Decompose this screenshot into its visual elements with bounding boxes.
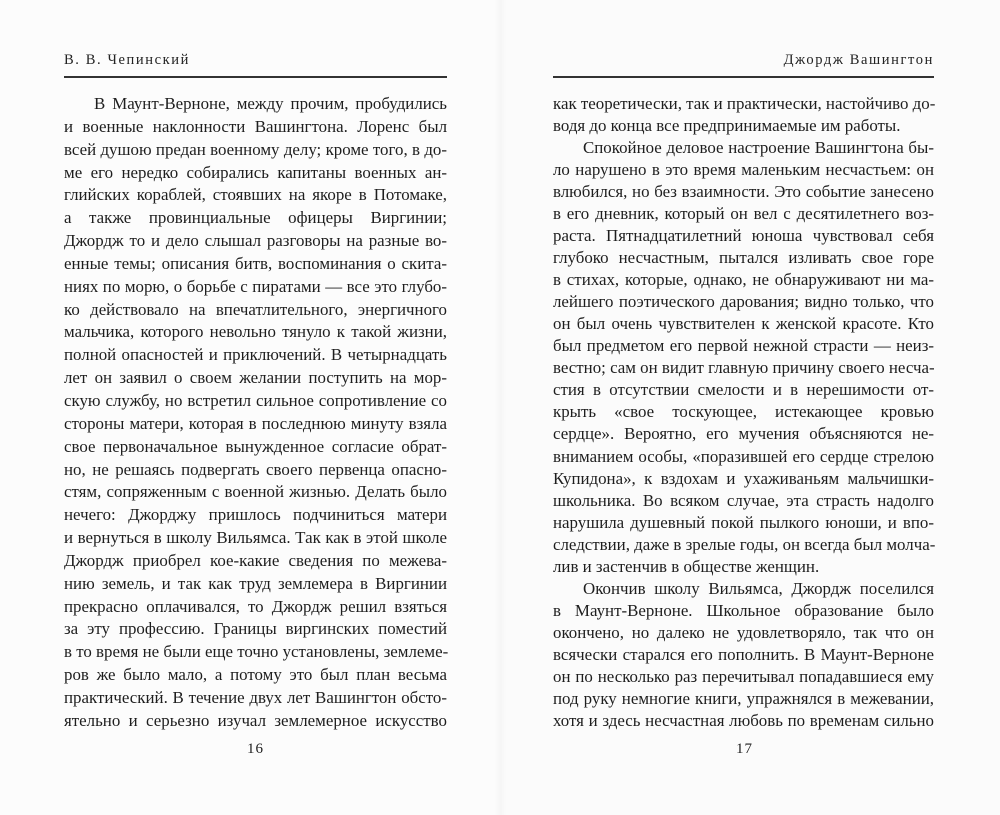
text-line: крыть «свое тоскующее, истекающее кровью: [553, 402, 934, 422]
text-line: всячески старался его пополнить. В Маунт-Верноне: [553, 644, 934, 664]
text-line: скую службу, но встретил сильное сопротивление со: [64, 390, 447, 410]
text-line: школьника. Во всяком случае, эта страсть надолго: [553, 490, 934, 510]
text-line: сердце». Вероятно, его мучения объясняются не-: [553, 424, 934, 444]
text-line: практический. В течение двух лет Вашингтон обсто-: [64, 687, 447, 707]
text-line: за эту профессию. Границы виргинских поместий: [64, 619, 447, 639]
text-line: ров же было мало, а потому это был план весьма: [64, 665, 447, 685]
text-line: и военные наклонности Вашингтона. Лоренс был: [64, 116, 447, 136]
text-line: стям, сопряженным с военной жизнью. Делать было: [64, 482, 447, 502]
text-line: Джордж приобрел кое-какие сведения по межева-: [64, 550, 447, 570]
text-line: лив и застенчив в обществе женщин.: [553, 556, 820, 576]
text-line: он по несколько раз перечитывал попадавшиеся ему: [553, 666, 934, 686]
text-line: В Маунт-Верноне, между прочим, пробудились: [94, 94, 447, 113]
text-line: ятельно и серьезно изучал землемерное искусство: [64, 710, 447, 730]
text-line: вестно; сам он видит главную причину своего несча-: [553, 358, 935, 378]
text-line: Джордж то и дело слышал разговоры на разные во-: [64, 231, 447, 251]
text-line: ниях по морю, о борьбе с пиратами — все это глубо-: [64, 276, 447, 296]
text-line: стороны матери, которая в последнюю минуту взяла: [64, 413, 447, 433]
text-line: но, не решаясь подвергать своего первенца опасно-: [64, 459, 447, 479]
text-line: как теоретически, так и практически, настойчиво до-: [553, 94, 936, 113]
text-line: в стихах, которые, однако, не обнаруживают ни ма-: [553, 270, 934, 290]
text-line: Купидона», к вздохам и ухаживаньям мальчишки-: [553, 468, 934, 488]
page-number: 17: [736, 741, 753, 757]
text-line: ло нарушено в это время маленьким несчастьем: он: [553, 160, 934, 180]
book-gutter: [494, 0, 506, 815]
text-line: лет он заявил о своем желании поступить на мор-: [64, 368, 447, 388]
text-line: в то время не были еще точно установлены, землеме-: [64, 642, 449, 662]
text-line: был предметом его первой нежной страсти — неиз-: [553, 336, 934, 356]
text-line: водя до конца все предпринимаемые им работы.: [553, 116, 901, 136]
text-line: полной опасностей и приключений. В четырнадцать: [64, 345, 447, 365]
text-line: нечего: Джорджу пришлось подчиниться матери: [64, 505, 447, 525]
text-line: всей душою предан военному делу; кроме того, в до-: [64, 139, 447, 159]
page-number: 16: [247, 741, 264, 757]
text-line: а также провинциальные офицеры Виргинии;: [64, 208, 447, 228]
text-line: Спокойное деловое настроение Вашингтона бы-: [583, 138, 934, 158]
header-rule: [553, 76, 934, 78]
text-line: окончено, но далеко не удовлетворяло, так что он: [553, 622, 934, 642]
text-line: он был очень чувствителен к женской красоте. Кто: [553, 314, 934, 334]
text-line: енные темы; описания битв, воспоминания о скита-: [64, 253, 447, 273]
header-rule: [64, 76, 447, 78]
body-text: [553, 93, 934, 732]
text-line: вниманием особы, «поразившей его сердце стрелою: [553, 446, 934, 466]
running-head-title: Джордж Вашингтон: [783, 52, 934, 68]
text-line: нию земель, и так как труд землемера в Виргинии: [64, 573, 447, 593]
text-line: глийских кораблей, стоявших на якоре в Потомаке,: [64, 185, 447, 205]
text-line: свое первоначальное вынужденное согласие обрат-: [64, 436, 447, 456]
text-line: ко действовало на впечатлительного, энергичного: [64, 299, 447, 319]
text-line: в его дневник, который он вел с десятилетнего воз-: [553, 204, 934, 224]
running-head-author: В. В. Чепинский: [64, 52, 190, 68]
text-line: Окончив школу Вильямса, Джордж поселился: [583, 578, 934, 598]
body-text: [64, 93, 447, 733]
text-line: мальчика, которого невольно тянуло к такой жизни,: [64, 322, 447, 342]
text-line: в Маунт-Верноне. Школьное образование было: [553, 600, 934, 620]
text-line: под руку немногие книги, упражнялся в межевании,: [553, 688, 934, 708]
text-line: глубоко несчастным, пытался изливать свое горе: [553, 248, 934, 268]
right-page: [500, 0, 1000, 815]
text-line: следствии, даже в зрелые годы, он всегда был молча-: [553, 534, 936, 554]
text-line: раста. Пятнадцатилетний юноша чувствовал себя: [553, 226, 934, 246]
text-line: лейшего поэтического дарования; видно только, что: [553, 292, 934, 312]
text-line: стия в отсутствии смелости и в нерешимости от-: [553, 380, 934, 400]
text-line: ме его нередко собирались капитаны военных ан-: [64, 162, 447, 182]
text-line: и вернуться в школу Вильямса. Так как в этой школе: [64, 528, 447, 548]
text-line: прекрасно оплачивался, то Джордж решил взяться: [64, 596, 447, 616]
text-line: влюбился, но без взаимности. Это событие занесено: [553, 182, 934, 202]
text-line: нарушила душевный покой пылкого юноши, и впо-: [553, 512, 934, 532]
text-line: хотя и здесь несчастная любовь по временам сильно: [553, 710, 934, 730]
